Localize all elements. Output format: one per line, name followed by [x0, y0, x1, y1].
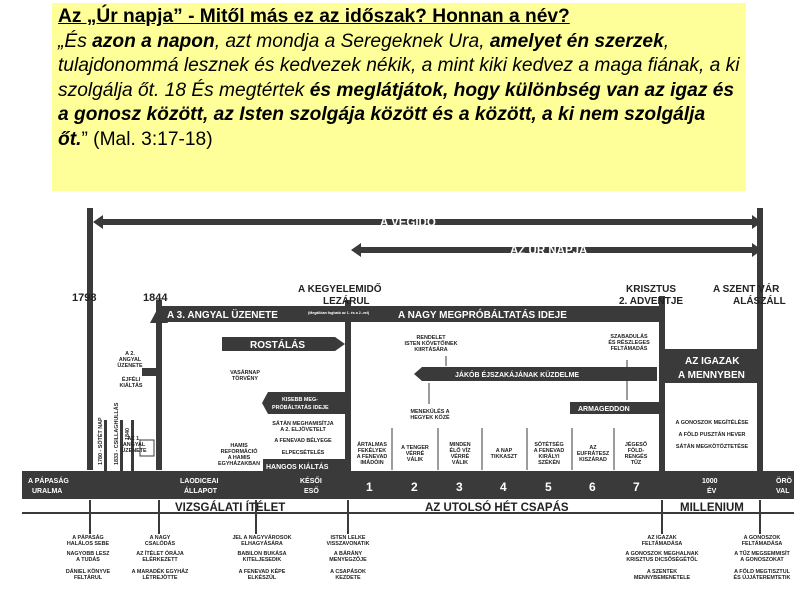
lbl-vasarnap-1: VASÁRNAP	[230, 370, 260, 376]
label-kisebb-1: KISEBB MEG-	[282, 397, 318, 403]
lbl-fenevad-belyege: A FENEVAD BÉLYEGE	[274, 438, 332, 444]
main-timeline	[22, 471, 794, 499]
lbl-angyal1-2: ANGYAL	[122, 442, 146, 448]
label-rostalas: ROSTÁLÁS	[250, 340, 305, 351]
below-igazak-feltam-1: AZ IGAZAK	[647, 535, 677, 541]
lbl-p3-2: ÉLŐ VÍZ	[449, 448, 471, 454]
label-3-angyal-note: (Megállóan fogható az 1. és a 2.-vel)	[308, 311, 370, 315]
lbl-p7-3: RENGÉS	[624, 454, 648, 460]
lbl-p1-3: A FENEVAD	[356, 454, 388, 460]
below-barany-2: MENYEGZŐJE	[329, 557, 367, 563]
below-babilon-2: KITELJESEDIK	[242, 557, 282, 563]
lbl-p7-4: TŰZ	[630, 460, 642, 466]
lbl-p2-1: A TENGER	[401, 445, 429, 451]
lbl-vasarnap-2: TÖRVÉNY	[232, 376, 258, 382]
below-tuz-1: A TŰZ MEGSEMMISÍT	[734, 551, 790, 557]
quote-part-5: , tulajdonommá lesznek és kedvezek nékik, a mint kiki kedvez a maga fiának, a ki szolgálja őt. 18 És megtértek	[58, 30, 740, 101]
below-csalodas-2: CSALÓDÁS	[144, 541, 176, 547]
milestone-kegyelemido-2: LEZÁRUL	[323, 296, 370, 307]
quote-part-6: és meglátjátok, hogy különbség van az igaz és a gonosz között, az Isten szolgája között és a között, a ki nem szolgálja őt.	[58, 79, 735, 150]
below-maradek-1: A MARADÉK EGYHÁZ	[131, 569, 189, 575]
tl-laodicea-1: LAODICEAI	[180, 478, 219, 485]
lbl-hamis-3: A HAMIS	[227, 455, 251, 461]
label-vegido: A VÉGIDŐ	[380, 217, 436, 229]
lbl-satan-1: SÁTÁN MEGHAMISÍTJA	[272, 421, 334, 427]
lbl-p5-2: A FENEVAD	[533, 448, 565, 454]
below-gonoszok-feltam-2: FELTÁMADÁSA	[741, 541, 783, 547]
label-ur-napja: AZ ÚR NAPJA	[510, 245, 588, 257]
bottom-vizsgalati: VIZSGÁLATI ÍTÉLET	[175, 502, 286, 514]
lbl-p5-1: SÖTÉTSÉG	[534, 442, 564, 448]
year-1798: 1798	[72, 292, 97, 304]
below-gonoszok-meghal-1: A GONOSZOK MEGHALNAK	[625, 551, 699, 557]
tl-papasag-2: URALMA	[32, 488, 63, 495]
below-fenevad-kepe-1: A FENEVAD KÉPE	[238, 569, 286, 575]
plague-number-6: 6	[589, 480, 596, 494]
below-csapasok-2: KEZDETE	[335, 575, 361, 581]
below-itelet-1: AZ ÍTÉLET ÓRÁJA	[136, 551, 184, 557]
below-daniel-2: FELTÁRUL	[73, 575, 103, 581]
tl-papasag-1: A PÁPASÁG	[28, 478, 69, 485]
tl-ev-2: ÉV	[707, 488, 717, 495]
lbl-p7-2: FÖLD-	[627, 448, 645, 454]
pillar-1844	[156, 300, 162, 470]
plague-number-2: 2	[411, 480, 418, 494]
below-fenevad-kepe-2: ELKÉSZÜL	[247, 575, 277, 581]
lbl-hamis-1: HAMIS	[230, 443, 248, 449]
tl-laodicea-2: ÁLLAPOT	[184, 488, 218, 495]
tl-koso-1: KÉSŐI	[300, 478, 322, 485]
below-babilon-1: BABILON BUKÁSA	[237, 551, 287, 557]
lbl-p1-1: ÁRTALMAS	[357, 442, 387, 448]
below-nagyobb-2: A TUDÁS	[76, 557, 100, 563]
below-igazak-feltam-2: FELTÁMADÁSA	[641, 541, 683, 547]
lbl-szabadulas-2: ÉS RÉSZLEGES	[608, 340, 650, 346]
below-itelet-2: ELÉRKEZETT	[142, 557, 178, 563]
plague-number-1: 1	[366, 480, 373, 494]
label-kisebb-2: PRÓBÁLTATÁS IDEJE	[272, 405, 329, 411]
lbl-ejfeli-1: ÉJFÉLI	[121, 377, 141, 383]
milestone-kegyelemido-1: A KEGYELEMIDŐ	[298, 284, 382, 295]
lbl-satan-megkotoztetese: SÁTÁN MEGKÖTÖZTETÉSE	[675, 444, 749, 450]
quote-box	[52, 3, 746, 191]
lbl-p6-3: KISZÁRAD	[579, 457, 607, 463]
lbl-rendelet-3: KIIRTÁSÁRA	[414, 347, 448, 353]
lbl-szabadulas-1: SZABADULÁS	[610, 334, 648, 340]
lbl-gonoszok-itelet: A GONOSZOK MEGÍTÉLÉSE	[675, 420, 749, 426]
lbl-p4-1: A NAP	[495, 448, 513, 454]
quote-part-7: ” (Mal. 3:17-18)	[81, 128, 213, 150]
tl-koso-2: ESŐ	[304, 488, 319, 495]
label-armageddon: ARMAGEDDON	[578, 406, 630, 413]
below-fold-2: ÉS ÚJJÁTEREMTETIK	[733, 575, 791, 581]
below-papasag-1: A PÁPASÁG	[72, 535, 104, 541]
below-csalodas-1: A NAGY	[149, 535, 171, 541]
lbl-hamis-4: EGYHÁZAKBAN	[218, 461, 260, 467]
below-nagyobb-1: NAGYOBB LESZ	[66, 551, 110, 557]
year-1780: 1780 - SÖTÉT NAP	[98, 417, 104, 465]
below-csapasok-1: A CSAPÁSOK	[330, 569, 366, 575]
lbl-p7-1: JÉGESŐ	[624, 442, 648, 448]
year-1844: 1844	[143, 292, 168, 304]
lbl-angyal2-2: ANGYAL	[118, 357, 142, 363]
below-gonoszok-meghal-2: KRISZTUS DICSŐSÉGÉTŐL	[626, 557, 698, 563]
lbl-p6-1: AZ	[589, 445, 597, 451]
milestone-krisztus-2: 2. ADVENTJE	[619, 296, 684, 307]
label-hangos-kialtas: HANGOS KIÁLTÁS	[266, 464, 329, 471]
lbl-menekules-1: MENEKÜLÉS A	[410, 409, 450, 415]
lbl-p5-4: SZÉKÉN	[538, 460, 560, 466]
year-1833: 1833 - CSILLAGHULLÁS	[114, 402, 120, 465]
year-1840: 1840	[125, 428, 131, 440]
lbl-p6-2: EUFRÁTESZ	[576, 451, 610, 457]
lbl-satan-2: A 2. ELJÖVETELT	[280, 427, 326, 433]
plague-number-5: 5	[545, 480, 552, 494]
lbl-ejfeli-2: KIÁLTÁS	[119, 383, 143, 389]
pillar-vegido	[87, 208, 93, 470]
quote-part-4: amelyet én szerzek	[489, 30, 664, 52]
lbl-szabadulas-3: FELTÁMADÁS	[610, 346, 648, 352]
below-papasag-2: HALÁLOS SEBE	[66, 541, 110, 547]
lbl-p1-4: IMÁDÓIN	[360, 460, 384, 466]
lbl-rendelet-2: ISTEN KÖVETŐINEK	[404, 341, 458, 347]
below-fold-1: A FÖLD MEGTISZTUL	[734, 569, 790, 575]
lbl-p4-2: TIKKASZT	[490, 454, 518, 460]
lbl-p2-3: VÁLIK	[406, 457, 424, 463]
quote-part-1: „És	[58, 30, 93, 52]
quote-part-3: , azt mondja a Seregeknek Ura,	[214, 30, 490, 52]
below-isten-lelke-1: ISTEN LELKE	[330, 535, 366, 541]
below-jel-1: JEL A NAGYVÁROSOK	[232, 535, 292, 541]
below-isten-lelke-2: VISSZAVONATIK	[326, 541, 370, 547]
lbl-elpecsetelés: ELPECSÉTELÉS	[281, 450, 325, 456]
lbl-p2-2: VÉRRÉ	[405, 451, 425, 457]
lbl-p3-1: MINDEN	[449, 442, 471, 448]
label-jakob: JÁKÓB ÉJSZAKÁJÁNAK KÜZDELME	[455, 372, 580, 379]
plague-number-4: 4	[500, 480, 507, 494]
lbl-p1-2: FEKÉLYEK	[357, 448, 387, 454]
below-gonoszok-feltam-1: A GONOSZOK	[743, 535, 781, 541]
lbl-p5-3: KIRÁLYI	[538, 454, 560, 460]
lbl-p3-3: VÉRRÉ	[450, 454, 470, 460]
tl-orok-2: VAL	[776, 488, 790, 495]
label-igazak-1: AZ IGAZAK	[685, 356, 740, 367]
label-3-angyal: A 3. ANGYAL ÜZENETE	[167, 310, 278, 321]
label-nagy-megprobaltatas: A NAGY MEGPRÓBÁLTATÁS IDEJE	[398, 310, 567, 321]
milestone-szent-var-2: ALÁSZÁLL	[733, 296, 786, 307]
milestone-krisztus-1: KRISZTUS	[626, 284, 676, 295]
plague-number-3: 3	[456, 480, 463, 494]
bottom-millenium: MILLENIUM	[680, 502, 744, 514]
tl-orok-1: ÖRÖ	[776, 478, 792, 485]
tl-ev-1: 1000	[702, 478, 718, 485]
quote-part-2: azon a napon	[92, 30, 215, 52]
label-igazak-2: A MENNYBEN	[678, 370, 745, 381]
pillar-kegyelemido	[345, 300, 351, 472]
below-jel-2: ELHAGYÁSÁRA	[241, 541, 283, 547]
lbl-menekules-2: HEGYEK KÖZÉ	[410, 415, 450, 421]
lbl-angyal1-1: AZ 1.	[127, 436, 141, 442]
lbl-fold-pusztan: A FÖLD PUSZTÁN HEVER	[678, 432, 746, 438]
plague-number-7: 7	[633, 480, 640, 494]
bottom-het-csapas: AZ UTOLSÓ HÉT CSAPÁS	[425, 502, 569, 514]
lbl-angyal2-1: A 2.	[125, 351, 135, 357]
lbl-hamis-2: REFORMÁCIÓ	[220, 449, 258, 455]
lbl-p3-4: VÁLIK	[451, 460, 469, 466]
below-tuz-2: A GONOSZOKAT	[740, 557, 784, 563]
lbl-angyal2-3: ÜZENETE	[117, 363, 143, 369]
milestone-szent-var-1: A SZENT VÁR	[713, 284, 780, 295]
below-maradek-2: LÉTREJÖTTE	[142, 575, 178, 581]
below-szentek-2: MENNYBEMENETELE	[633, 575, 691, 581]
pillar-advent	[659, 296, 665, 472]
lbl-angyal1-3: ÜZENETE	[121, 448, 147, 454]
below-daniel-1: DÁNIEL KÖNYVE	[65, 569, 111, 575]
quote-title: Az „Úr napja” - Mitől más ez az időszak? Honnan a név?	[58, 6, 570, 27]
below-barany-1: A BÁRÁNY	[333, 551, 363, 557]
lbl-rendelet-1: RENDELET	[416, 335, 446, 341]
below-szentek-1: A SZENTEK	[646, 569, 678, 575]
